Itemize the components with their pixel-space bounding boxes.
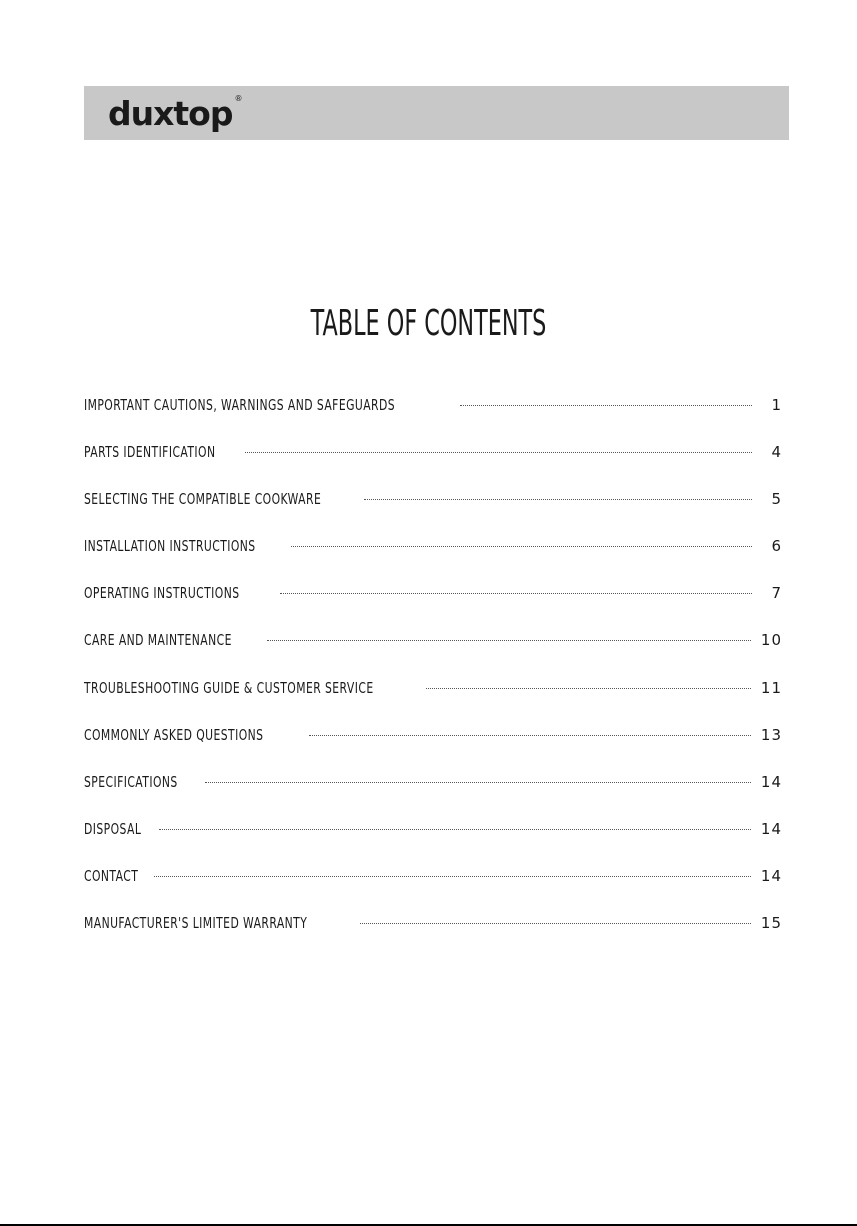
toc-entry[interactable] [84, 867, 782, 914]
toc-entry-label: OPERATING INSTRUCTIONS [84, 584, 240, 603]
toc-entry-page: 7 [771, 584, 782, 603]
toc-entry[interactable] [84, 773, 782, 820]
brand-name: duxtop [108, 93, 233, 133]
toc-entry[interactable] [84, 584, 782, 631]
toc-entry-page: 4 [771, 443, 782, 462]
toc-entry-label: IMPORTANT CAUTIONS, WARNINGS AND SAFEGUARDS [84, 396, 396, 414]
toc-entry-label: TROUBLESHOOTING GUIDE & CUSTOMER SERVICE [84, 678, 374, 697]
toc-entry[interactable] [84, 679, 782, 726]
toc-entry-page: 13 [760, 725, 782, 744]
toc-entry-page: 14 [760, 866, 782, 885]
toc-entry[interactable] [84, 396, 782, 443]
toc-entry[interactable] [84, 490, 782, 537]
toc-entry-page: 6 [771, 537, 782, 556]
toc-entry-label: PARTS IDENTIFICATION [84, 443, 216, 462]
toc-entry-label: SELECTING THE COMPATIBLE COOKWARE [84, 490, 322, 509]
dot-leader [309, 735, 751, 736]
toc-entry-label: CONTACT [84, 866, 139, 885]
toc-entry[interactable] [84, 820, 782, 867]
registered-mark: ® [234, 94, 243, 103]
toc-entry-label: COMMONLY ASKED QUESTIONS [84, 725, 264, 744]
dot-leader [267, 640, 751, 641]
toc-entry-page: 5 [771, 490, 782, 509]
toc-entry-page: 15 [760, 914, 782, 933]
toc-entry-page: 11 [760, 678, 782, 697]
toc-entry-label: MANUFACTURER'S LIMITED WARRANTY [84, 914, 308, 933]
header-band [84, 86, 789, 140]
toc-entry-label: SPECIFICATIONS [84, 772, 178, 791]
toc-entry-page: 10 [760, 631, 782, 650]
dot-leader [426, 688, 751, 689]
toc-entry[interactable] [84, 631, 782, 678]
toc-entry-label: INSTALLATION INSTRUCTIONS [84, 537, 256, 556]
dot-leader [291, 546, 752, 547]
toc-entry[interactable] [84, 726, 782, 773]
toc-entry-page: 14 [760, 772, 782, 791]
toc-entry[interactable] [84, 914, 782, 961]
dot-leader [280, 593, 752, 594]
toc-entry-page: 1 [771, 396, 782, 414]
toc-entry[interactable] [84, 443, 782, 490]
toc-entry-label: DISPOSAL [84, 819, 142, 838]
dot-leader [364, 499, 752, 500]
table-of-contents [84, 396, 782, 961]
brand-logo [108, 88, 242, 138]
toc-entry[interactable] [84, 537, 782, 584]
toc-entry-page: 14 [760, 819, 782, 838]
page-title: TABLE OF CONTENTS [310, 303, 547, 344]
dot-leader [360, 923, 751, 924]
dot-leader [245, 452, 752, 453]
toc-entry-label: CARE AND MAINTENANCE [84, 631, 232, 650]
dot-leader [154, 876, 751, 877]
dot-leader [205, 782, 751, 783]
dot-leader [159, 829, 751, 830]
dot-leader [460, 405, 752, 406]
